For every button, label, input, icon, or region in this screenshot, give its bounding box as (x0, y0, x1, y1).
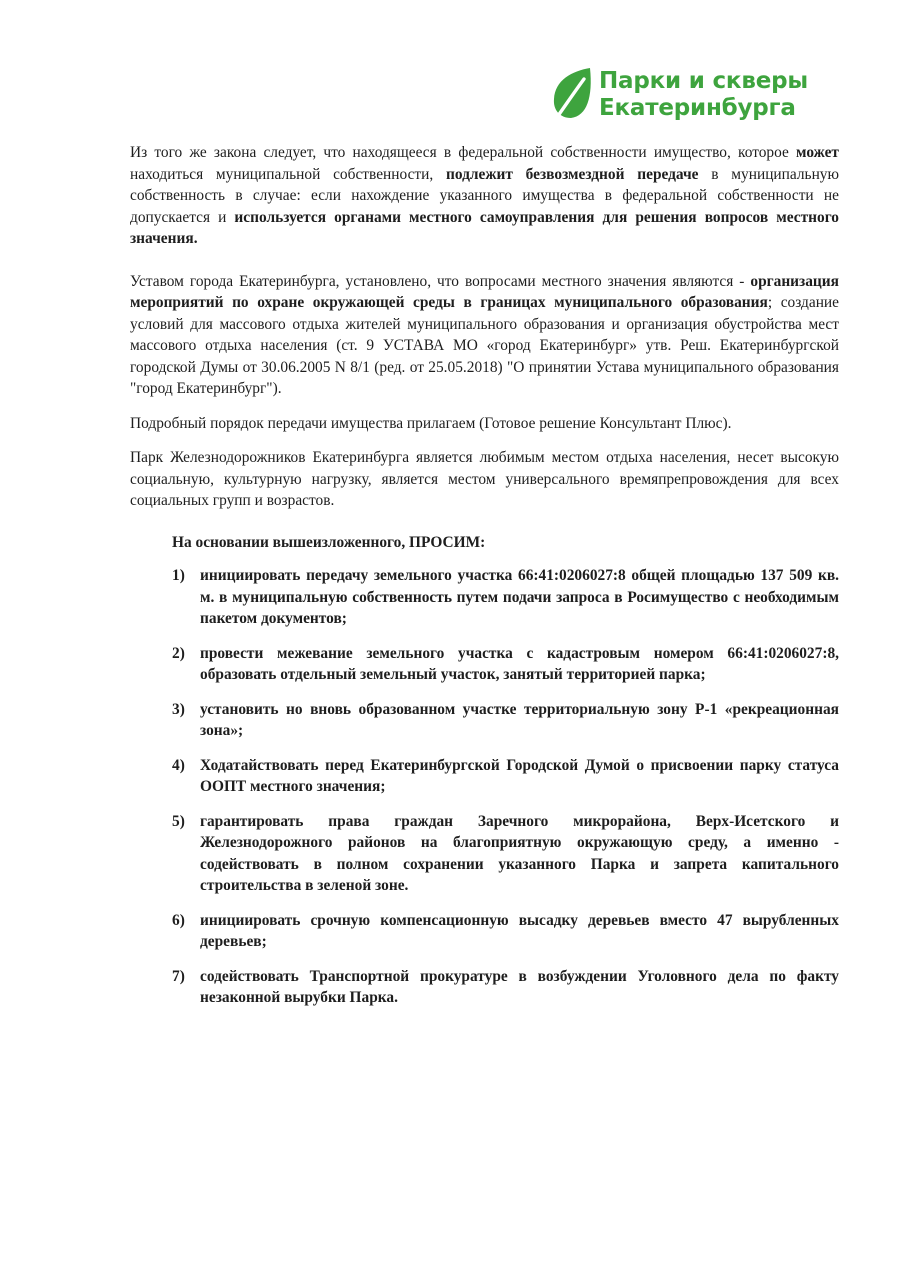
parks-logo (550, 66, 830, 126)
body-text (130, 142, 839, 512)
paragraph-law-text-3: в муниципальную собственность в случае: если нахождение указанного имущества в федеральной собственности не допускается и (130, 165, 839, 226)
paragraph-law-text-1: Из того же закона следует, что находящееся в федеральной собственности имущество, которое (130, 144, 797, 161)
paragraph-law-bold-2: подлежит безвозмездной передаче (445, 165, 699, 183)
logo-line-2: Екатеринбурга (599, 95, 796, 121)
item-number: 3) (172, 700, 185, 718)
item-number: 2) (172, 644, 185, 662)
item-text: инициировать срочную компенсационную высадку деревьев вместо 47 вырубленных деревьев; (200, 911, 839, 950)
paragraph-charter-bold-1: организация мероприятий по охране окружающей среды в границах муниципального образования (130, 272, 839, 311)
item-number: 7) (172, 967, 185, 985)
item-number: 4) (172, 756, 185, 774)
item-text: провести межевание земельного участка с кадастровым номером 66:41:0206027:8, образовать отдельный земельный участок, занятый территорией парка; (200, 644, 839, 683)
logo-text (599, 68, 808, 122)
list-item (172, 643, 839, 686)
paragraph-charter-text-1: Уставом города Екатеринбурга, установлено, что вопросами местного значения являются - (130, 272, 751, 290)
item-number: 1) (172, 567, 185, 584)
item-number: 6) (172, 911, 185, 929)
item-text: установить но вновь образованном участке территориальную зону Р-1 «рекреационная зона»; (200, 700, 839, 739)
list-item (172, 811, 839, 897)
paragraph-law-bold-3: используется органами местного самоуправления для решения вопросов местного значения. (130, 208, 839, 247)
paragraph-charter-text-2: ; создание условий для массового отдыха жителей муниципального образования и организация обустройства мест массового отдыха населения (ст. 9 УСТАВА МО «город Екатеринбург» утв. Реш. Екатеринбургской городской Думы от 30.06.2005 N 8/1 (ред. от 25.05.2018) "О принятии Устава муниципального образования "город Екатеринбург"). (130, 294, 839, 397)
list-item (172, 910, 839, 953)
item-text: содействовать Транспортной прокуратуре в возбуждении Уголовного дела по факту незаконной вырубки Парка. (200, 967, 839, 1006)
list-item (172, 755, 839, 798)
request-list (172, 565, 839, 1022)
list-item (172, 565, 839, 630)
paragraph-park: Парк Железнодорожников Екатеринбурга является любимым местом отдыха населения, несет высокую социальную, культурную нагрузку, является местом универсального времяпрепровождения для всех социальных групп и возрастов. (130, 449, 839, 509)
item-text: гарантировать права граждан Заречного микрорайона, Верх-Исетского и Железнодорожного районов на благоприятную окружающую среду, а именно - содействовать в полном сохранении указанного Парка и запрета капитального строительства в зеленой зоне. (200, 812, 839, 894)
list-item (172, 699, 839, 742)
item-text: инициировать передачу земельного участка 66:41:0206027:8 общей площадью 137 509 кв. м. в муниципальную собственность путем подачи запроса в Росимущество с необходимым пакетом документов; (200, 567, 839, 627)
paragraph-law-bold-1: может (796, 144, 839, 161)
request-heading: На основании вышеизложенного, ПРОСИМ: (172, 534, 486, 551)
item-number: 5) (172, 812, 185, 830)
item-text: Ходатайствовать перед Екатеринбургской Городской Думой о присвоении парку статуса ООПТ местного значения; (200, 756, 839, 795)
paragraph-law (130, 142, 839, 250)
list-item (172, 966, 839, 1009)
logo-line-1: Парки и скверы (599, 68, 808, 94)
leaf-icon (550, 66, 594, 122)
paragraph-charter (130, 271, 839, 400)
paragraph-procedure: Подробный порядок передачи имущества прилагаем (Готовое решение Консультант Плюс). (130, 414, 732, 432)
paragraph-law-text-2: находиться муниципальной собственности, (130, 165, 446, 183)
